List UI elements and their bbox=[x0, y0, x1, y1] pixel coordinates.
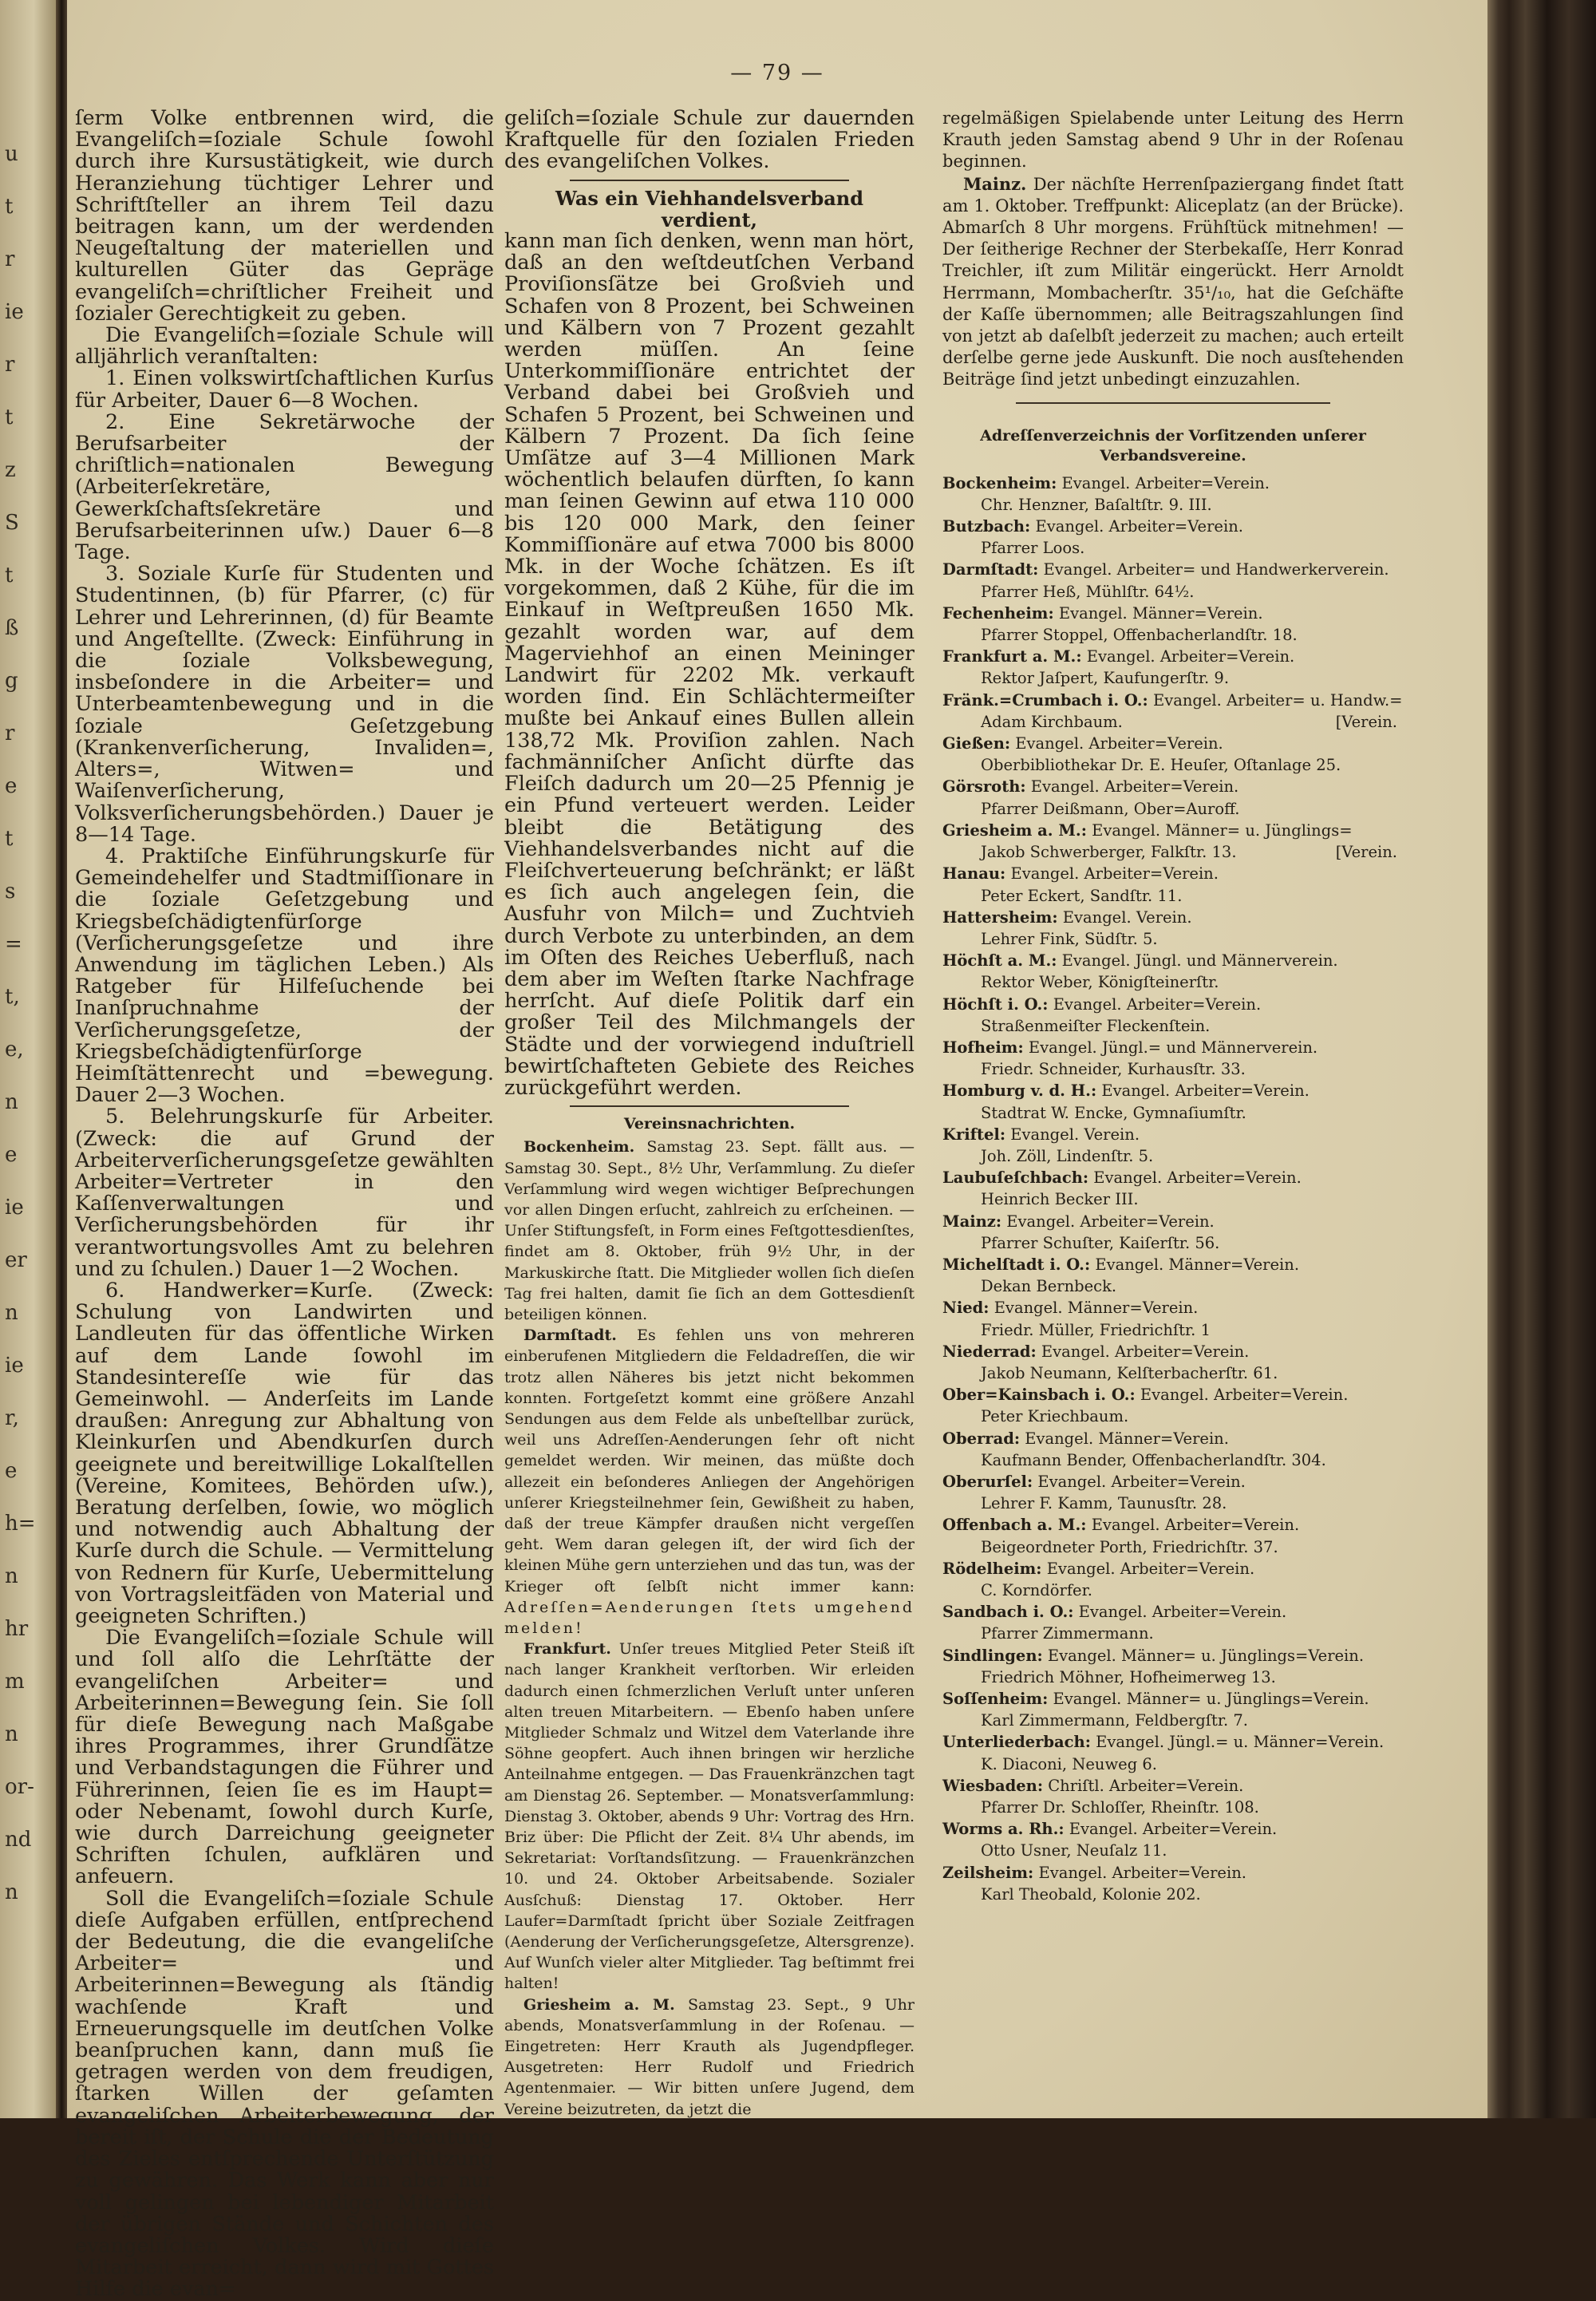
entry-association-line bbox=[942, 1254, 1404, 1275]
entry-association: Evangel. Verein. bbox=[1062, 907, 1192, 927]
divider bbox=[570, 1105, 849, 1107]
entry-person-line bbox=[942, 581, 1404, 603]
news-text: Es fehlen uns von mehreren einberufenen Mitgliedern die Feldadreſſen, die wir trotz allen Näheres bis jetzt nicht bekommen konnten. Fortgeſetzt kommt eine größere Anzahl Sendungen aus dem Felde als unbeſtellbar zurück, weil uns Adreſſen-Aenderungen ſehr oft nicht gemeldet werden. Wir meinen, das müßte doch allezeit ein beſonderes Anliegen der Angehörigen unſerer Kriegsteilnehmer ſein, Gewißheit zu haben, daß der treue Kämpfer draußen nicht vergeſſen geht. Wem daran gelegen iſt, der wird ſich der kleinen Mühe gern unterziehen und das tun, was der Krieger oft ſelbſt nicht immer kann: bbox=[504, 1326, 915, 1595]
paragraph: 6. Handwerker=Kurſe. (Zweck: Schulung von Landwirten und Landleuten für das öffentliche Wirken auf dem Lande ſowohl im Standesintereſſe wie für das Gemeinwohl. — Anderſeits im Lande draußen: Anregung zur Abhaltung von Kleinkurſen und Abendkurſen durch geeignete und bereitwillige Lokalſtellen (Vereine, Komitees, Behörden uſw.), Beratung derſelben, ſowie, wo möglich und notwendig auch Abhaltung der Kurſe durch die Schule. — Vermittelung von Rednern für Kurſe, Uebermittelung von Vortragsleitfäden von Material und geeigneten Schriften.) bbox=[75, 1278, 494, 1629]
entry-place: Hanau: bbox=[942, 864, 1006, 884]
adjacent-page-fragment: ie bbox=[5, 300, 24, 324]
book-gutter bbox=[56, 0, 67, 2118]
entry-place: Oberurſel: bbox=[942, 1472, 1033, 1491]
column-2-intro: geliſch=ſoziale Schule zur dauernden Kraftquelle für den ſozialen Frieden des evangeliſchen Volkes. bbox=[504, 106, 915, 174]
directory-entry bbox=[942, 1341, 1404, 1384]
entry-person: K. Diaconi, Neuweg 6. bbox=[981, 1754, 1157, 1773]
entry-person: Friedr. Schneider, Kurhausſtr. 33. bbox=[981, 1060, 1246, 1079]
entry-association: Evangel. Arbeiter=Verein. bbox=[1061, 473, 1270, 492]
entry-person-line bbox=[942, 711, 1404, 733]
entry-person-line bbox=[942, 1188, 1404, 1210]
entry-place: Sindlingen: bbox=[942, 1646, 1043, 1665]
entry-place: Homburg v. d. H.: bbox=[942, 1081, 1097, 1101]
entry-person-line bbox=[942, 1536, 1404, 1558]
entry-association: Evangel. Arbeiter=Verein. bbox=[1086, 647, 1295, 666]
entry-place: Ober=Kainsbach i. O.: bbox=[942, 1386, 1136, 1405]
entry-association: Evangel. Männer= u. Jünglings=Verein. bbox=[1047, 1646, 1365, 1665]
entry-association: Chriſtl. Arbeiter=Verein. bbox=[1048, 1776, 1244, 1795]
entry-association-line bbox=[942, 1775, 1404, 1797]
entry-place: Michelſtadt i. O.: bbox=[942, 1255, 1091, 1274]
adjacent-page-fragment: nd bbox=[5, 1828, 32, 1852]
entry-association: Evangel. Männer=Verein. bbox=[1025, 1429, 1229, 1448]
entry-place: Sandbach i. O.: bbox=[942, 1603, 1074, 1622]
column-2 bbox=[504, 108, 915, 2120]
entry-association-line bbox=[942, 646, 1404, 667]
directory-entry bbox=[942, 690, 1404, 733]
entry-place: Frankfurt a. M.: bbox=[942, 647, 1082, 666]
column-1 bbox=[75, 108, 494, 2301]
adjacent-page-fragment: = bbox=[5, 932, 22, 956]
entry-person-line bbox=[942, 1840, 1404, 1861]
entry-association: Evangel. Arbeiter= und Handwerkerverein. bbox=[1043, 560, 1389, 579]
entry-person-line bbox=[942, 1232, 1404, 1254]
entry-person-line bbox=[942, 1753, 1404, 1775]
entry-place: Soſſenheim: bbox=[942, 1690, 1049, 1709]
entry-person-line bbox=[942, 841, 1404, 863]
entry-place: Zeilsheim: bbox=[942, 1863, 1034, 1882]
column-3 bbox=[942, 108, 1404, 1905]
paragraph: 4. Praktiſche Einführungskurſe für Gemeindehelfer und Stadtmiſſionare in die ſoziale Geſetzgebung und Kriegsbeſchädigtenfürſorge (Verſicherungsgeſetze und ihre Anwendung im täglichen Leben.) Als Ratgeber für Hilfeſuchende bei Inanſpruchnahme der Verſicherungsgeſetze, der Kriegsbeſchädigtenfürſorge Heimſtättenrecht und =bewegung. Dauer 2—3 Wochen. bbox=[75, 844, 494, 1108]
entry-person: Jakob Schwerberger, Falkſtr. 13. bbox=[981, 843, 1237, 862]
adjacent-page-fragment: or- bbox=[5, 1775, 34, 1799]
entry-association: Evangel. Arbeiter=Verein. bbox=[1015, 734, 1223, 753]
entry-person-line bbox=[942, 1666, 1404, 1688]
adjacent-page-fragment: n bbox=[5, 1090, 18, 1114]
entry-association: Evangel. Arbeiter=Verein. bbox=[1030, 777, 1239, 797]
entry-association-line bbox=[942, 1384, 1404, 1406]
adjacent-page-fragment: hr bbox=[5, 1617, 29, 1641]
entry-person-line bbox=[942, 1319, 1404, 1341]
adjacent-page-fragment: n bbox=[5, 1722, 18, 1746]
entry-association-line bbox=[942, 1167, 1404, 1188]
entry-association-line bbox=[942, 1341, 1404, 1362]
adjacent-page-fragment: e bbox=[5, 1459, 18, 1483]
entry-place: Oberrad: bbox=[942, 1429, 1021, 1448]
directory-entry bbox=[942, 907, 1404, 950]
entry-association: Evangel. Männer=Verein. bbox=[1095, 1255, 1300, 1274]
entry-association-line bbox=[942, 950, 1404, 971]
entry-person-line bbox=[942, 1145, 1404, 1167]
entry-association-line bbox=[942, 1558, 1404, 1579]
entry-association-line bbox=[942, 1601, 1404, 1623]
directory-entry bbox=[942, 1645, 1404, 1688]
directory-entry bbox=[942, 1731, 1404, 1774]
entry-person: Jakob Neumann, Kelſterbacherſtr. 61. bbox=[981, 1363, 1278, 1382]
adjacent-page-fragment: S bbox=[5, 511, 19, 535]
book-spine bbox=[1487, 0, 1596, 2118]
entry-association: Evangel. Männer= u. Jünglings=Verein. bbox=[1053, 1690, 1369, 1709]
entry-association-line bbox=[942, 1731, 1404, 1753]
entry-suffix: [Verein. bbox=[1335, 843, 1397, 862]
directory-entry bbox=[942, 863, 1404, 906]
news-text: Samstag 23. Sept., 9 Uhr abends, Monatsverſammlung in der Roſenau. — Eingetreten: Herr Krauth als Jugendpfleger. Ausgetreten: Herr Rudolf und Friedrich Agentenmaier. — Wir bitten unſere Jugend, dem Vereine beizutreten, da jetzt die bbox=[504, 1995, 915, 2118]
entry-association: Evangel. Arbeiter=Verein. bbox=[1037, 1472, 1246, 1491]
entry-association-line bbox=[942, 1688, 1404, 1710]
paragraph: 3. Soziale Kurſe für Studenten und Studentinnen, (b) für Pfarrer, (c) für Lehrer und Lehrerinnen, (d) für Beamte und Angeſtellte. (Zweck: Einführung in die ſoziale Volksbewegung, insbeſondere in die Arbeiter= und Unterbeamtenbewegung und in die ſoziale Geſetzgebung (Krankenverſicherung, Invaliden=, Alters=, Witwen= und Waiſenverſicherung, Volksverſicherungsbehörden.) Dauer je 8—14 Tage. bbox=[75, 562, 494, 847]
entry-person-line bbox=[942, 1015, 1404, 1037]
entry-association: Evangel. Jüngl.= u. Männer=Verein. bbox=[1096, 1733, 1385, 1752]
news-item-mainz bbox=[942, 173, 1404, 391]
directory-entry bbox=[942, 1428, 1404, 1471]
divider bbox=[570, 180, 849, 181]
adjacent-page-fragment: r, bbox=[5, 1406, 19, 1430]
directory-entry bbox=[942, 1037, 1404, 1080]
adjacent-page-fragment: t bbox=[5, 405, 14, 429]
entry-person: Friedrich Möhner, Hofheimerweg 13. bbox=[981, 1667, 1276, 1686]
entry-place: Wiesbaden: bbox=[942, 1776, 1044, 1795]
entry-person: Pfarrer Dr. Schloſſer, Rheinſtr. 108. bbox=[981, 1798, 1259, 1817]
entry-association: Evangel. Arbeiter=Verein. bbox=[1035, 517, 1243, 536]
entry-place: Laubuſeſchbach: bbox=[942, 1168, 1089, 1188]
entry-person-line bbox=[942, 798, 1404, 820]
directory-entry bbox=[942, 1558, 1404, 1601]
entry-place: Kriftel: bbox=[942, 1125, 1006, 1144]
entry-association-line bbox=[942, 472, 1404, 494]
divider bbox=[1016, 402, 1329, 404]
entry-association-line bbox=[942, 690, 1404, 711]
entry-association: Evangel. Jüngl.= und Männerverein. bbox=[1028, 1038, 1318, 1057]
directory-entry bbox=[942, 776, 1404, 819]
directory-entry bbox=[942, 1080, 1404, 1123]
directory-entry bbox=[942, 1211, 1404, 1254]
entry-association: Evangel. Arbeiter=Verein. bbox=[1091, 1516, 1300, 1535]
adjacent-page-fragment: t, bbox=[5, 985, 20, 1009]
entry-person-line bbox=[942, 1579, 1404, 1601]
directory-entry bbox=[942, 1167, 1404, 1210]
directory-entry bbox=[942, 472, 1404, 516]
entry-person-line bbox=[942, 754, 1404, 776]
directory-entry bbox=[942, 1775, 1404, 1818]
entry-association-line bbox=[942, 1514, 1404, 1536]
adjacent-page-fragment: t bbox=[5, 827, 14, 851]
entry-place: Fechenheim: bbox=[942, 603, 1054, 623]
news-list bbox=[504, 1137, 915, 2120]
adjacent-page-fragment: n bbox=[5, 1301, 18, 1325]
directory-entry bbox=[942, 1254, 1404, 1297]
news-item bbox=[504, 1325, 915, 1639]
adjacent-page-fragment: z bbox=[5, 458, 16, 482]
entry-person-line bbox=[942, 1623, 1404, 1644]
adjacent-page-fragment: m bbox=[5, 1670, 25, 1694]
entry-person: Peter Kriechbaum. bbox=[981, 1407, 1129, 1426]
entry-person: Lehrer Fink, Südſtr. 5. bbox=[981, 929, 1158, 948]
entry-person-line bbox=[942, 971, 1404, 993]
entry-person: Pfarrer Schuſter, Kaiſerſtr. 56. bbox=[981, 1233, 1220, 1252]
directory-heading: Adreſſenverzeichnis der Vorſitzenden unſerer Verbandsvereine. bbox=[980, 426, 1366, 465]
page-number: — 79 — bbox=[730, 61, 824, 85]
entry-person-line bbox=[942, 624, 1404, 646]
paragraph: Die Evangeliſch=ſoziale Schule will und ſoll alſo die Lehrſtätte der evangeliſchen Arbeiter= und Arbeiterinnen=Bewegung ſein. Sie ſoll für dieſe Bewegung nach Maßgabe ihres Programmes, ihrer Grundſätze und Verbandstagungen die Führer und Führerinnen, ſeien ſie es im Haupt= oder Nebenamt, ſowohl durch Kurſe, wie durch Darreichung geeigneter Schriften ſchulen, aufklären und anfeuern. bbox=[75, 1626, 494, 1889]
entry-association: Evangel. Arbeiter= u. Handw.= bbox=[1152, 690, 1403, 710]
entry-person-line bbox=[942, 1102, 1404, 1124]
entry-person-line bbox=[942, 1449, 1404, 1471]
entry-person: Straßenmeiſter Fleckenſtein. bbox=[981, 1016, 1211, 1035]
news-place: Mainz. bbox=[963, 173, 1027, 194]
news-item bbox=[504, 1639, 915, 1994]
entry-person: Dekan Bernbeck. bbox=[981, 1277, 1117, 1296]
entry-place: Worms a. Rh.: bbox=[942, 1820, 1065, 1839]
entry-association: Evangel. Arbeiter=Verein. bbox=[1069, 1820, 1278, 1839]
directory-entry bbox=[942, 950, 1404, 993]
entry-association-line bbox=[942, 559, 1404, 580]
entry-association-line bbox=[942, 1862, 1404, 1884]
entry-person-line bbox=[942, 1797, 1404, 1818]
entry-person-line bbox=[942, 1058, 1404, 1080]
paragraph: ſerm Volke entbrennen wird, die Evangeliſch=ſoziale Schule ſowohl durch ihre Kursustätigkeit, wie durch Heranziehung tüchtiger Lehrer und Schriftſteller an ihrem Teil dazu beitragen kann, um der werdenden Neugeſtaltung der materiellen und kulturellen Güter das Gepräge evangeliſch=chriſtlicher Freiheit und ſozialer Gerechtigkeit zu geben. bbox=[75, 106, 494, 326]
entry-place: Höchſt a. M.: bbox=[942, 951, 1057, 971]
entry-association: Evangel. Arbeiter=Verein. bbox=[1006, 1212, 1215, 1231]
entry-association-line bbox=[942, 1645, 1404, 1666]
entry-person: Rektor Weber, Königſteinerſtr. bbox=[981, 973, 1219, 992]
entry-place: Griesheim a. M.: bbox=[942, 820, 1087, 840]
news-text: Der nächſte Herrenſpaziergang findet ſtatt am 1. Oktober. Treffpunkt: Aliceplatz (an der Brücke). Abmarſch 8 Uhr morgens. Frühſtück mitnehmen! — Der ſeitherige Rechner der Sterbekaſſe, Herr Konrad Treichler, iſt zum Militär eingerückt. Herr Arnoldt Herrmann, Mombacherſtr. 35¹/₁₀, hat die Geſchäfte der Kaſſe übernommen; alle Beitragszahlungen ſind von jetzt ab daſelbſt jederzeit zu machen; auch erteilt derſelbe gerne jede Auskunft. Die noch ausſtehenden Beiträge ſind jetzt unbedingt einzuzahlen. bbox=[942, 174, 1404, 389]
entry-place: Hattersheim: bbox=[942, 907, 1058, 927]
entry-person-line bbox=[942, 1362, 1404, 1384]
entry-association-line bbox=[942, 994, 1404, 1015]
entry-association: Evangel. Verein. bbox=[1010, 1125, 1140, 1144]
entry-place: Rödelheim: bbox=[942, 1559, 1042, 1578]
entry-place: Niederrad: bbox=[942, 1342, 1037, 1361]
entry-place: Hofheim: bbox=[942, 1038, 1024, 1057]
entry-association-line bbox=[942, 863, 1404, 884]
entry-person: Pfarrer Zimmermann. bbox=[981, 1624, 1154, 1643]
news-item bbox=[504, 1995, 915, 2120]
entry-person-line bbox=[942, 537, 1404, 559]
directory-entry bbox=[942, 820, 1404, 863]
adjacent-page-fragment: t bbox=[5, 195, 14, 219]
entry-person: Chr. Henzner, Baſaltſtr. 9. III. bbox=[981, 495, 1212, 514]
entry-association: Evangel. Arbeiter=Verein. bbox=[1078, 1603, 1287, 1622]
directory-entry bbox=[942, 646, 1404, 689]
paragraph: Die Evangeliſch=ſoziale Schule will alljährlich veranſtalten: bbox=[75, 323, 494, 370]
entry-association: Evangel. Arbeiter=Verein. bbox=[1053, 994, 1262, 1014]
adjacent-page-fragment: h= bbox=[5, 1512, 36, 1536]
paragraph: 1. Einen volkswirtſchaftlichen Kurſus für Arbeiter, Dauer 6—8 Wochen. bbox=[75, 366, 494, 413]
paragraph: 5. Belehrungskurſe für Arbeiter. (Zweck: die auf Grund der Arbeiterverſicherungsgeſetze gewählten Arbeiter=Vertreter in den Kaſſenverwaltungen und Verſicherungsbehörden für ihr verantwortungsvolles Amt zu belehren und zu ſchulen.) Dauer 1—2 Wochen. bbox=[75, 1105, 494, 1281]
entry-place: Butzbach: bbox=[942, 517, 1031, 536]
entry-association: Evangel. Arbeiter=Verein. bbox=[1093, 1168, 1302, 1188]
article-title: Was ein Viehhandelsverband verdient, bbox=[555, 186, 864, 231]
column-3-intro: regelmäßigen Spielabende unter Leitung des Herrn Krauth jeden Samstag abend 9 Uhr in der Roſenau beginnen. bbox=[942, 109, 1404, 172]
news-item bbox=[504, 1137, 915, 1325]
entry-person: Stadtrat W. Encke, Gymnaſiumſtr. bbox=[981, 1103, 1246, 1122]
entry-place: Fränk.=Crumbach i. O.: bbox=[942, 690, 1148, 710]
entry-person-line bbox=[942, 885, 1404, 907]
adjacent-page-fragment: ie bbox=[5, 1196, 24, 1220]
news-text: Samstag 23. Sept. fällt aus. — Samstag 30. Sept., 8½ Uhr, Verſammlung. Zu dieſer Verſammlung wird wegen wichtiger Beſprechungen vor allen Dingen erſucht, zahlreich zu erſcheinen. — Unſer Stiftungsfeſt, in Form eines Feſtgottesdienſtes, findet am 8. Oktober, früh 9½ Uhr, in der Markuskirche ſtatt. Die Mitglieder wollen ſich dieſen Tag frei halten, damit ſie ſich an dem Gottesdienſt beteiligen können. bbox=[504, 1138, 915, 1323]
entry-person: C. Korndörfer. bbox=[981, 1581, 1092, 1599]
adjacent-page-fragment: ß bbox=[5, 616, 19, 640]
entry-association-line bbox=[942, 1080, 1404, 1101]
entry-place: Mainz: bbox=[942, 1212, 1002, 1231]
adjacent-page-fragment: e, bbox=[5, 1038, 24, 1062]
adjacent-page-fragment: ie bbox=[5, 1354, 24, 1378]
entry-person: Oberbibliothekar Dr. E. Heuſer, Oſtanlage 25. bbox=[981, 756, 1341, 775]
entry-person: Pfarrer Stoppel, Offenbacherlandſtr. 18. bbox=[981, 626, 1298, 645]
news-place: Bockenheim. bbox=[523, 1138, 635, 1156]
directory-entry bbox=[942, 1471, 1404, 1514]
entry-person-line bbox=[942, 1275, 1404, 1297]
directory-entry bbox=[942, 559, 1404, 602]
entry-association: Evangel. Arbeiter=Verein. bbox=[1041, 1342, 1250, 1361]
entry-person: Rektor Jaſpert, Kaufungerſtr. 9. bbox=[981, 669, 1230, 688]
article-body: kann man ſich denken, wenn man hört, daß an den weſtdeutſchen Verband Proviſionsſätze bei Großvieh und Schafen von 8 Prozent, bei Schweinen und Kälbern von 7 Prozent gezahlt werden müſſen. An ſeine Unterkommiſſionäre entrichtet der Verband dabei bei Großvieh und Schafen 5 Prozent, bei Schweinen und Kälbern 7 Prozent. Da ſich ſeine Umſätze auf 3—4 Millionen Mark wöchentlich belaufen dürften, ſo kann man ſeinen Gewinn auf etwa 110 000 bis 120 000 Mark, den ſeiner Kommiſſionäre auf etwa 7000 bis 8000 Mk. in der Woche ſchätzen. Es iſt vorgekommen, daß 2 Kühe, für die im Einkauf in Weſtpreußen 1650 Mk. gezahlt worden war, auf dem Magerviehhof an einen Meininger Landwirt für 2202 Mk. verkauft worden ſind. Ein Schlächtermeiſter mußte bei Ankauf eines Bullen allein 138,72 Mk. Proviſion zahlen. Nach fachmänniſcher Anſicht dürfte das Fleiſch dadurch um 20—25 Pfennig je ein Pfund verteuert werden. Leider bleibt die Betätigung des Viehhandelsverbandes nicht auf die Fleiſchverteuerung beſchränkt; er läßt es ſich auch angelegen ſein, die Ausfuhr von Milch= und Zuchtvieh durch Verbote zu unterbinden, an dem im Oſten des Reiches Ueberfluß, nach dem aber im Weſten ſtarke Nachfrage herrſcht. Auf dieſe Politik darf ein großer Teil des Milchmangels der Städte und der vorwiegend induſtriell bewirtſchafteten Gebiete des Reiches zurückgeführt werden. bbox=[504, 229, 915, 1100]
entry-association: Evangel. Männer=Verein. bbox=[994, 1299, 1199, 1318]
entry-person: Joh. Zöll, Lindenſtr. 5. bbox=[981, 1146, 1154, 1165]
entry-person: Otto Usner, Neuſalz 11. bbox=[981, 1841, 1167, 1860]
entry-association: Evangel. Arbeiter=Verein. bbox=[1140, 1386, 1349, 1405]
entry-person-line bbox=[942, 1492, 1404, 1514]
entry-association-line bbox=[942, 1297, 1404, 1319]
directory-entry bbox=[942, 994, 1404, 1037]
adjacent-page-fragment: s bbox=[5, 880, 16, 903]
entry-person-line bbox=[942, 494, 1404, 516]
adjacent-page-fragment: r bbox=[5, 722, 15, 745]
adjacent-page-fragment: n bbox=[5, 1564, 18, 1588]
entry-association-line bbox=[942, 1471, 1404, 1492]
adjacent-page-fragment: t bbox=[5, 563, 14, 587]
entry-association: Evangel. Männer=Verein. bbox=[1058, 603, 1263, 623]
news-place: Frankfurt. bbox=[523, 1640, 611, 1659]
adjacent-page-fragment: n bbox=[5, 1880, 18, 1904]
entry-person: Pfarrer Loos. bbox=[981, 539, 1085, 558]
entry-person: Kaufmann Bender, Offenbacherlandſtr. 304. bbox=[981, 1450, 1326, 1469]
entry-association-line bbox=[942, 603, 1404, 624]
entry-association-line bbox=[942, 516, 1404, 537]
entry-person-line bbox=[942, 928, 1404, 950]
entry-person-line bbox=[942, 1884, 1404, 1905]
adjacent-page-fragment: er bbox=[5, 1248, 27, 1272]
adjacent-page-fragment: g bbox=[5, 669, 18, 693]
adjacent-page-fragment: e bbox=[5, 774, 18, 798]
directory-entry bbox=[942, 516, 1404, 559]
entry-association: Evangel. Arbeiter=Verein. bbox=[1046, 1559, 1255, 1578]
entry-association: Evangel. Arbeiter=Verein. bbox=[1010, 864, 1219, 884]
entry-place: Offenbach a. M.: bbox=[942, 1516, 1087, 1535]
entry-association-line bbox=[942, 776, 1404, 797]
directory-entry bbox=[942, 1862, 1404, 1905]
entry-association: Evangel. Männer= u. Jünglings= bbox=[1092, 820, 1353, 840]
adjacent-page-fragment: u bbox=[5, 142, 18, 166]
directory-entry bbox=[942, 1297, 1404, 1340]
adjacent-page-edge bbox=[0, 0, 56, 2118]
entry-association-line bbox=[942, 1211, 1404, 1232]
entry-person: Friedr. Müller, Friedrichſtr. 1 bbox=[981, 1320, 1211, 1339]
entry-association-line bbox=[942, 1818, 1404, 1840]
entry-association-line bbox=[942, 907, 1404, 928]
entry-association-line bbox=[942, 1428, 1404, 1449]
entry-person: Heinrich Becker III. bbox=[981, 1190, 1139, 1209]
adjacent-page-fragment: r bbox=[5, 247, 15, 271]
directory-entry bbox=[942, 1818, 1404, 1861]
entry-place: Bockenheim: bbox=[942, 473, 1057, 492]
adjacent-page-fragment: e bbox=[5, 1143, 18, 1167]
entry-place: Unterliederbach: bbox=[942, 1733, 1091, 1752]
entry-person: Lehrer F. Kamm, Taunusſtr. 28. bbox=[981, 1494, 1227, 1513]
paragraph: 2. Eine Sekretärwoche der Berufsarbeiter der chriſtlich=nationalen Bewegung (Arbeiterſekretäre, Gewerkſchaftsſekretäre und Berufsarbeiterinnen uſw.) Dauer 6—8 Tage. bbox=[75, 409, 494, 565]
adjacent-page-fragment: r bbox=[5, 353, 15, 377]
entry-person-line bbox=[942, 667, 1404, 689]
directory-entry bbox=[942, 1514, 1404, 1557]
entry-association: Evangel. Jüngl. und Männerverein. bbox=[1061, 951, 1338, 971]
entry-place: Höchſt i. O.: bbox=[942, 994, 1049, 1014]
entry-person: Pfarrer Deißmann, Ober=Auroff. bbox=[981, 799, 1240, 818]
entry-place: Darmſtadt: bbox=[942, 560, 1039, 579]
entry-place: Nied: bbox=[942, 1299, 990, 1318]
entry-person: Peter Eckert, Sandſtr. 11. bbox=[981, 886, 1183, 905]
entry-association: Evangel. Arbeiter=Verein. bbox=[1101, 1081, 1310, 1101]
document-page bbox=[67, 0, 1487, 2301]
directory-entry bbox=[942, 1124, 1404, 1167]
entry-association-line bbox=[942, 1037, 1404, 1058]
directory-entry bbox=[942, 603, 1404, 646]
news-heading: Vereinsnachrichten. bbox=[623, 1115, 796, 1133]
directory-list bbox=[942, 472, 1404, 1905]
directory-entry bbox=[942, 1384, 1404, 1427]
news-place: Darmſtadt. bbox=[523, 1326, 617, 1345]
entry-person: Beigeordneter Porth, Friedrichſtr. 37. bbox=[981, 1537, 1278, 1556]
directory-entry bbox=[942, 1601, 1404, 1644]
entry-association-line bbox=[942, 820, 1404, 841]
news-place: Griesheim a. M. bbox=[523, 1995, 675, 2014]
entry-association: Evangel. Arbeiter=Verein. bbox=[1038, 1863, 1246, 1882]
directory-entry bbox=[942, 733, 1404, 776]
entry-person: Karl Theobald, Kolonie 202. bbox=[981, 1884, 1201, 1904]
paragraph: Soll die Evangeliſch=ſoziale Schule dieſe Aufgaben erfüllen, entſprechend der Bedeutung, die die evangeliſche Arbeiter= und Arbeiterinnen=Bewegung als ſtändig wachſende Kraft und Erneuerungsquelle im deutſchen Volke beanſpruchen kann, dann muß ſie getragen werden von dem freudigen, ſtarken Willen der geſamten evangeliſchen Arbeiterbewegung, der bereit iſt, der Schule die der Bedeutung des Zieles entſprechende Unterſtützung zu gewähren. Das Werk kann aber nur voll gelingen bei lebendiger Mitarbeit der übrigen Stände und Schichten des evangeliſchen Volkes. Wird dieſe Mitarbeit erreicht, dann wird mit Gottes Hilfe die evan= bbox=[75, 1886, 494, 2301]
entry-person: Pfarrer Heß, Mühlſtr. 64½. bbox=[981, 582, 1195, 601]
directory-entry bbox=[942, 1688, 1404, 1731]
news-emphasis: Adreſſen=Aenderungen ſtets umgehend melden! bbox=[504, 1598, 915, 1638]
entry-person-line bbox=[942, 1710, 1404, 1731]
entry-suffix: [Verein. bbox=[1335, 712, 1397, 731]
news-text: Unſer treues Mitglied Peter Steiß iſt nach langer Krankheit verſtorben. Wir erleiden dadurch einen ſchmerzlichen Verluſt unter unſeren alten treuen Mitarbeitern. — Ebenſo haben unſere Mitglieder Schmalz und Witzel dem Vaterlande ihre Söhne geopfert. Auch ihnen bringen wir herzliche Anteilnahme entgegen. — Das Frauenkränzchen tagt am Dienstag 26. September. — Monatsverſammlung: Dienstag 3. Oktober, abends 9 Uhr: Vortrag des Hrn. Briz über: Die Pflicht der Zeit. 8¼ Uhr abends, im Sekretariat: Vorſtandsſitzung. — Frauenkränzchen 10. und 24. Oktober Arbeitsabende. Sozialer Ausſchuß: Dienstag 17. Oktober. Herr Laufer=Darmſtadt ſpricht über Soziale Zeitfragen (Aenderung der Verſicherungsgeſetze, Altersgrenze). Auf Wunſch vieler alter Mitglieder. Tag beſtimmt frei halten! bbox=[504, 1640, 915, 1993]
entry-place: Görsroth: bbox=[942, 777, 1026, 797]
entry-place: Gießen: bbox=[942, 734, 1011, 753]
entry-person: Adam Kirchbaum. bbox=[981, 712, 1123, 731]
entry-association-line bbox=[942, 733, 1404, 754]
entry-association-line bbox=[942, 1124, 1404, 1145]
entry-person: Karl Zimmermann, Feldbergſtr. 7. bbox=[981, 1711, 1248, 1730]
entry-person-line bbox=[942, 1406, 1404, 1427]
